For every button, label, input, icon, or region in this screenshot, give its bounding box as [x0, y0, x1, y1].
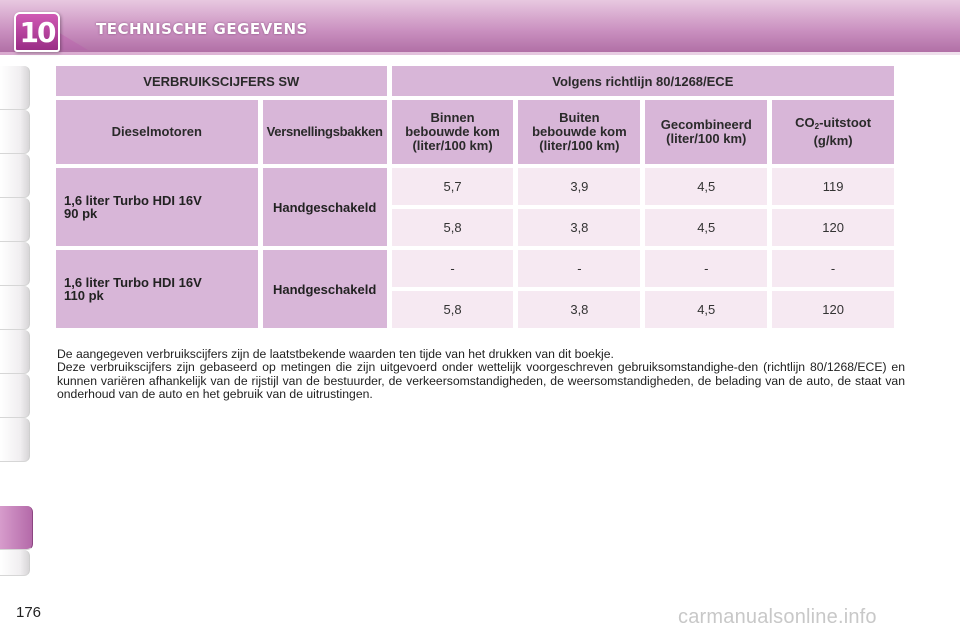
engine-cell: 1,6 liter Turbo HDI 16V 110 pk — [56, 250, 258, 328]
chapter-number: 10 — [19, 15, 55, 49]
watermark: carmanualsonline.info — [678, 606, 877, 628]
note-paragraph: Deze verbruikscijfers zijn gebaseerd op metingen die zijn uitgevoerd onder wettelijk voorgeschreven gebruiksomstandighe-den (richtlijn 80/1268/ECE) en kunnen variëren afhankelijk van de rijstijl van de bestuurder, de verkeersomstandigheden, de weersomstandigheden, de belading van de auto, de staat van onderhoud van de auto en het gebruik van de uitrustingen. — [57, 360, 905, 401]
co2-value: 120 — [772, 291, 894, 328]
urban-value: 5,7 — [392, 168, 514, 205]
chapter-tab-9[interactable] — [0, 418, 30, 462]
chapter-tab-7[interactable] — [0, 330, 30, 374]
notes-text — [57, 348, 905, 401]
col-header-co2: $CO_2$-uitstoot (g/km) — [772, 100, 894, 164]
col-header-extra-urban: Buiten bebouwde kom (liter/100 km) — [518, 100, 640, 164]
table-title-right: Volgens richtlijn 80/1268/ECE — [392, 66, 894, 96]
chapter-badge — [14, 12, 60, 52]
note-paragraph: De aangegeven verbruikscijfers zijn de laatstbekende waarden ten tijde van het drukken van dit boekje. — [57, 347, 614, 361]
engine-cell: 1,6 liter Turbo HDI 16V 90 pk — [56, 168, 258, 246]
combined-value: 4,5 — [645, 168, 767, 205]
chapter-tab-10-active[interactable] — [0, 506, 33, 550]
urban-value: 5,8 — [392, 291, 514, 328]
page-title: TECHNISCHE GEGEVENS — [96, 20, 308, 38]
gearbox-cell: Handgeschakeld — [263, 168, 387, 246]
co2-value: 120 — [772, 209, 894, 246]
gearbox-cell: Handgeschakeld — [263, 250, 387, 328]
extra-urban-value: 3,8 — [518, 209, 640, 246]
consumption-table — [51, 62, 899, 332]
co2-value: - — [772, 250, 894, 287]
page-number: 176 — [16, 604, 42, 621]
combined-value: 4,5 — [645, 291, 767, 328]
col-header-engine: Dieselmotoren — [56, 100, 258, 164]
table-row — [56, 250, 894, 287]
extra-urban-value: 3,9 — [518, 168, 640, 205]
header-divider — [0, 52, 960, 55]
col-header-combined: Gecombineerd (liter/100 km) — [645, 100, 767, 164]
chapter-tab-8[interactable] — [0, 374, 30, 418]
extra-urban-value: - — [518, 250, 640, 287]
chapter-tab-1[interactable] — [0, 66, 30, 110]
chapter-tab-6[interactable] — [0, 286, 30, 330]
col-header-urban: Binnen bebouwde kom (liter/100 km) — [392, 100, 514, 164]
combined-value: - — [645, 250, 767, 287]
table-title-left: VERBRUIKSCIJFERS SW — [56, 66, 387, 96]
col-header-gearbox: Versnellingsbakken — [263, 100, 387, 164]
chapter-tabs — [0, 66, 34, 576]
chapter-tab-4[interactable] — [0, 198, 30, 242]
combined-value: 4,5 — [645, 209, 767, 246]
urban-value: 5,8 — [392, 209, 514, 246]
urban-value: - — [392, 250, 514, 287]
chapter-tab-5[interactable] — [0, 242, 30, 286]
extra-urban-value: 3,8 — [518, 291, 640, 328]
chapter-tab-11[interactable] — [0, 550, 30, 576]
chapter-tab-3[interactable] — [0, 154, 30, 198]
table-row — [56, 168, 894, 205]
co2-value: 119 — [772, 168, 894, 205]
chapter-tab-2[interactable] — [0, 110, 30, 154]
